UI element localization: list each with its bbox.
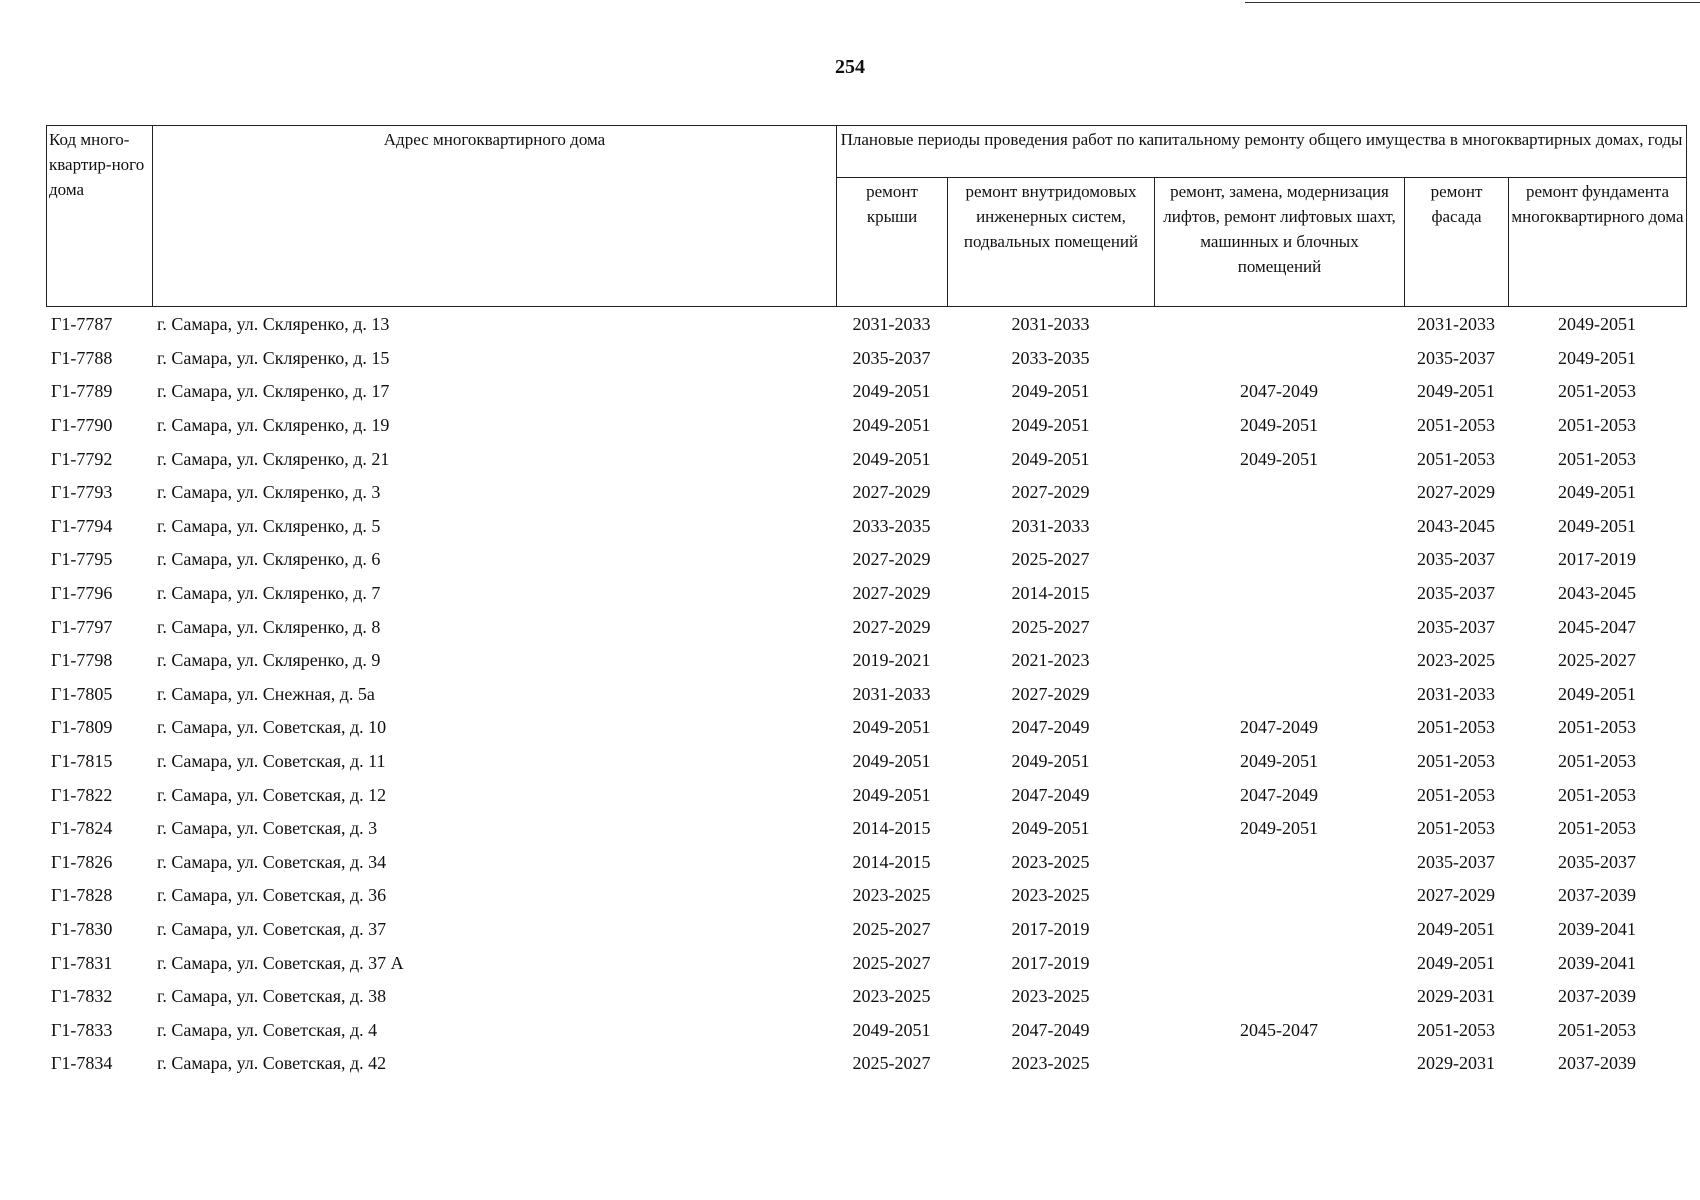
cell-elevators: 2049-2051 — [1240, 415, 1318, 436]
cell-address: г. Самара, ул. Советская, д. 4 — [157, 1019, 378, 1040]
cell-engineering: 2049-2051 — [1011, 818, 1090, 839]
cell-address: г. Самара, ул. Скляренко, д. 9 — [157, 650, 381, 671]
cell-address: г. Самара, ул. Советская, д. 37 А — [157, 952, 404, 973]
cell-roof: 2027-2029 — [852, 616, 931, 637]
cell-engineering: 2031-2033 — [1011, 314, 1090, 335]
cell-facade: 2051-2053 — [1417, 717, 1495, 738]
cell-engineering: 2033-2035 — [1011, 347, 1090, 368]
table-row — [46, 946, 1686, 980]
header-foundation: ремонт фундамента многоквартирного дома — [1509, 178, 1687, 307]
cell-address: г. Самара, ул. Советская, д. 42 — [157, 1053, 387, 1074]
header-facade: ремонт фасада — [1405, 178, 1509, 307]
cell-elevators — [1154, 946, 1404, 980]
cell-facade: 2035-2037 — [1417, 549, 1495, 570]
cell-roof: 2049-2051 — [852, 415, 931, 436]
cell-facade: 2051-2053 — [1417, 1019, 1495, 1040]
cell-engineering: 2047-2049 — [1011, 784, 1090, 805]
cell-roof: 2031-2033 — [852, 314, 931, 335]
cell-foundation: 2045-2047 — [1558, 616, 1636, 637]
cell-roof: 2023-2025 — [852, 885, 931, 906]
cell-roof: 2027-2029 — [852, 583, 931, 604]
cell-engineering: 2025-2027 — [1011, 616, 1090, 637]
cell-foundation: 2039-2041 — [1558, 952, 1636, 973]
cell-facade: 2051-2053 — [1417, 415, 1495, 436]
cell-elevators — [1154, 577, 1404, 611]
cell-facade: 2029-2031 — [1417, 986, 1495, 1007]
cell-code: Г1-7792 — [51, 448, 113, 469]
cell-roof: 2014-2015 — [852, 818, 931, 839]
cell-code: Г1-7788 — [51, 347, 113, 368]
table-row — [46, 1013, 1686, 1047]
cell-code: Г1-7793 — [51, 482, 113, 503]
table-row — [46, 543, 1686, 577]
cell-engineering: 2049-2051 — [1011, 448, 1090, 469]
header-periods: Плановые периоды проведения работ по капитальному ремонту общего имущества в многоквартирных домах, годы — [837, 126, 1687, 178]
cell-elevators — [1154, 543, 1404, 577]
cell-facade: 2027-2029 — [1417, 885, 1495, 906]
cell-engineering: 2014-2015 — [1011, 583, 1090, 604]
table-row — [46, 476, 1686, 510]
cell-roof: 2049-2051 — [852, 448, 931, 469]
cell-code: Г1-7824 — [51, 818, 113, 839]
cell-address: г. Самара, ул. Скляренко, д. 7 — [157, 583, 381, 604]
header-engineering: ремонт внутридомовых инженерных систем, подвальных помещений — [948, 178, 1155, 307]
header-code: Код много-квартир-ного дома — [47, 126, 153, 307]
table-header — [46, 125, 1687, 307]
cell-elevators — [1154, 510, 1404, 544]
table-row — [46, 711, 1686, 745]
data-table — [46, 308, 1686, 1081]
table-row — [46, 980, 1686, 1014]
cell-address: г. Самара, ул. Советская, д. 37 — [157, 918, 387, 939]
table-row — [46, 442, 1686, 476]
cell-code: Г1-7795 — [51, 549, 113, 570]
cell-roof: 2019-2021 — [852, 650, 931, 671]
cell-roof: 2049-2051 — [852, 717, 931, 738]
cell-engineering: 2017-2019 — [1011, 952, 1090, 973]
cell-address: г. Самара, ул. Скляренко, д. 19 — [157, 415, 390, 436]
cell-foundation: 2051-2053 — [1558, 415, 1636, 436]
table-row — [46, 577, 1686, 611]
table-row — [46, 342, 1686, 376]
cell-elevators — [1154, 476, 1404, 510]
cell-code: Г1-7832 — [51, 986, 113, 1007]
cell-engineering: 2047-2049 — [1011, 1019, 1090, 1040]
cell-roof: 2025-2027 — [852, 918, 931, 939]
cell-facade: 2035-2037 — [1417, 583, 1495, 604]
cell-foundation: 2051-2053 — [1558, 717, 1636, 738]
cell-elevators — [1154, 678, 1404, 712]
cell-code: Г1-7809 — [51, 717, 113, 738]
cell-code: Г1-7833 — [51, 1019, 113, 1040]
cell-facade: 2035-2037 — [1417, 851, 1495, 872]
cell-address: г. Самара, ул. Советская, д. 3 — [157, 818, 378, 839]
cell-facade: 2029-2031 — [1417, 1053, 1495, 1074]
cell-code: Г1-7798 — [51, 650, 113, 671]
cell-code: Г1-7789 — [51, 381, 113, 402]
cell-code: Г1-7831 — [51, 952, 113, 973]
cell-engineering: 2031-2033 — [1011, 515, 1090, 536]
cell-code: Г1-7834 — [51, 1053, 113, 1074]
header-roof: ремонт крыши — [837, 178, 948, 307]
cell-roof: 2049-2051 — [852, 381, 931, 402]
cell-elevators: 2045-2047 — [1240, 1019, 1318, 1040]
cell-facade: 2035-2037 — [1417, 347, 1495, 368]
cell-elevators: 2047-2049 — [1240, 717, 1318, 738]
cell-roof: 2031-2033 — [852, 683, 931, 704]
cell-roof: 2049-2051 — [852, 784, 931, 805]
cell-code: Г1-7828 — [51, 885, 113, 906]
cell-elevators — [1154, 980, 1404, 1014]
cell-engineering: 2023-2025 — [1011, 851, 1090, 872]
table-row — [46, 1047, 1686, 1081]
cell-address: г. Самара, ул. Скляренко, д. 3 — [157, 482, 381, 503]
cell-facade: 2049-2051 — [1417, 918, 1495, 939]
table-row — [46, 644, 1686, 678]
cell-engineering: 2017-2019 — [1011, 918, 1090, 939]
cell-engineering: 2049-2051 — [1011, 415, 1090, 436]
table-row — [46, 375, 1686, 409]
table-row — [46, 913, 1686, 947]
cell-facade: 2051-2053 — [1417, 448, 1495, 469]
cell-elevators: 2047-2049 — [1240, 381, 1318, 402]
cell-foundation: 2051-2053 — [1558, 818, 1636, 839]
cell-roof: 2027-2029 — [852, 482, 931, 503]
cell-address: г. Самара, ул. Скляренко, д. 17 — [157, 381, 390, 402]
cell-roof: 2033-2035 — [852, 515, 931, 536]
cell-foundation: 2051-2053 — [1558, 784, 1636, 805]
cell-roof: 2025-2027 — [852, 1053, 931, 1074]
cell-foundation: 2051-2053 — [1558, 751, 1636, 772]
table-row — [46, 879, 1686, 913]
cell-foundation: 2025-2027 — [1558, 650, 1636, 671]
cell-facade: 2051-2053 — [1417, 751, 1495, 772]
cell-elevators — [1154, 308, 1404, 342]
cell-elevators — [1154, 913, 1404, 947]
cell-roof: 2049-2051 — [852, 751, 931, 772]
cell-elevators — [1154, 1047, 1404, 1081]
table-row — [46, 610, 1686, 644]
table-row — [46, 308, 1686, 342]
cell-code: Г1-7797 — [51, 616, 113, 637]
cell-facade: 2031-2033 — [1417, 683, 1495, 704]
header-elevators: ремонт, замена, модернизация лифтов, ремонт лифтовых шахт, машинных и блочных помещений — [1155, 178, 1405, 307]
cell-facade: 2031-2033 — [1417, 314, 1495, 335]
cell-roof: 2035-2037 — [852, 347, 931, 368]
cell-foundation: 2049-2051 — [1558, 683, 1636, 704]
cell-address: г. Самара, ул. Скляренко, д. 5 — [157, 515, 381, 536]
cell-elevators — [1154, 879, 1404, 913]
cell-address: г. Самара, ул. Советская, д. 10 — [157, 717, 387, 738]
top-rule — [1245, 2, 1700, 3]
table-row — [46, 778, 1686, 812]
header-address: Адрес многоквартирного дома — [153, 126, 837, 307]
cell-engineering: 2027-2029 — [1011, 482, 1090, 503]
cell-engineering: 2021-2023 — [1011, 650, 1090, 671]
table-row — [46, 745, 1686, 779]
cell-foundation: 2039-2041 — [1558, 918, 1636, 939]
cell-engineering: 2025-2027 — [1011, 549, 1090, 570]
cell-elevators — [1154, 644, 1404, 678]
cell-roof: 2014-2015 — [852, 851, 931, 872]
cell-engineering: 2049-2051 — [1011, 381, 1090, 402]
cell-engineering: 2027-2029 — [1011, 683, 1090, 704]
cell-foundation: 2049-2051 — [1558, 347, 1636, 368]
cell-foundation: 2051-2053 — [1558, 381, 1636, 402]
cell-code: Г1-7805 — [51, 683, 113, 704]
cell-foundation: 2049-2051 — [1558, 314, 1636, 335]
cell-address: г. Самара, ул. Советская, д. 36 — [157, 885, 387, 906]
cell-roof: 2027-2029 — [852, 549, 931, 570]
cell-engineering: 2049-2051 — [1011, 751, 1090, 772]
cell-facade: 2043-2045 — [1417, 515, 1495, 536]
cell-facade: 2035-2037 — [1417, 616, 1495, 637]
cell-facade: 2023-2025 — [1417, 650, 1495, 671]
cell-address: г. Самара, ул. Скляренко, д. 8 — [157, 616, 381, 637]
cell-engineering: 2023-2025 — [1011, 885, 1090, 906]
table-row — [46, 846, 1686, 880]
table-row — [46, 678, 1686, 712]
cell-address: г. Самара, ул. Скляренко, д. 6 — [157, 549, 381, 570]
cell-facade: 2049-2051 — [1417, 952, 1495, 973]
cell-engineering: 2047-2049 — [1011, 717, 1090, 738]
cell-facade: 2049-2051 — [1417, 381, 1495, 402]
cell-code: Г1-7794 — [51, 515, 113, 536]
cell-roof: 2049-2051 — [852, 1019, 931, 1040]
cell-address: г. Самара, ул. Скляренко, д. 13 — [157, 314, 390, 335]
cell-elevators — [1154, 846, 1404, 880]
cell-address: г. Самара, ул. Советская, д. 38 — [157, 986, 387, 1007]
cell-facade: 2027-2029 — [1417, 482, 1495, 503]
cell-elevators: 2049-2051 — [1240, 818, 1318, 839]
cell-code: Г1-7790 — [51, 415, 113, 436]
cell-foundation: 2037-2039 — [1558, 986, 1636, 1007]
cell-address: г. Самара, ул. Советская, д. 11 — [157, 751, 386, 772]
cell-foundation: 2049-2051 — [1558, 515, 1636, 536]
cell-code: Г1-7796 — [51, 583, 113, 604]
cell-foundation: 2043-2045 — [1558, 583, 1636, 604]
cell-elevators — [1154, 342, 1404, 376]
table-row — [46, 812, 1686, 846]
cell-foundation: 2051-2053 — [1558, 448, 1636, 469]
cell-elevators: 2049-2051 — [1240, 448, 1318, 469]
cell-foundation: 2037-2039 — [1558, 885, 1636, 906]
cell-code: Г1-7815 — [51, 751, 113, 772]
cell-address: г. Самара, ул. Снежная, д. 5а — [157, 683, 375, 704]
cell-elevators — [1154, 610, 1404, 644]
cell-foundation: 2051-2053 — [1558, 1019, 1636, 1040]
page-number: 254 — [835, 56, 865, 78]
cell-address: г. Самара, ул. Советская, д. 12 — [157, 784, 387, 805]
cell-facade: 2051-2053 — [1417, 818, 1495, 839]
cell-roof: 2023-2025 — [852, 986, 931, 1007]
cell-roof: 2025-2027 — [852, 952, 931, 973]
table-row — [46, 510, 1686, 544]
table-row — [46, 409, 1686, 443]
cell-foundation: 2037-2039 — [1558, 1053, 1636, 1074]
cell-code: Г1-7787 — [51, 314, 113, 335]
cell-address: г. Самара, ул. Скляренко, д. 21 — [157, 448, 390, 469]
cell-foundation: 2035-2037 — [1558, 851, 1636, 872]
cell-foundation: 2017-2019 — [1558, 549, 1636, 570]
cell-address: г. Самара, ул. Скляренко, д. 15 — [157, 347, 390, 368]
cell-facade: 2051-2053 — [1417, 784, 1495, 805]
cell-address: г. Самара, ул. Советская, д. 34 — [157, 851, 387, 872]
cell-code: Г1-7822 — [51, 784, 113, 805]
cell-engineering: 2023-2025 — [1011, 1053, 1090, 1074]
cell-elevators: 2049-2051 — [1240, 751, 1318, 772]
cell-engineering: 2023-2025 — [1011, 986, 1090, 1007]
cell-code: Г1-7826 — [51, 851, 113, 872]
cell-foundation: 2049-2051 — [1558, 482, 1636, 503]
cell-elevators: 2047-2049 — [1240, 784, 1318, 805]
cell-code: Г1-7830 — [51, 918, 113, 939]
